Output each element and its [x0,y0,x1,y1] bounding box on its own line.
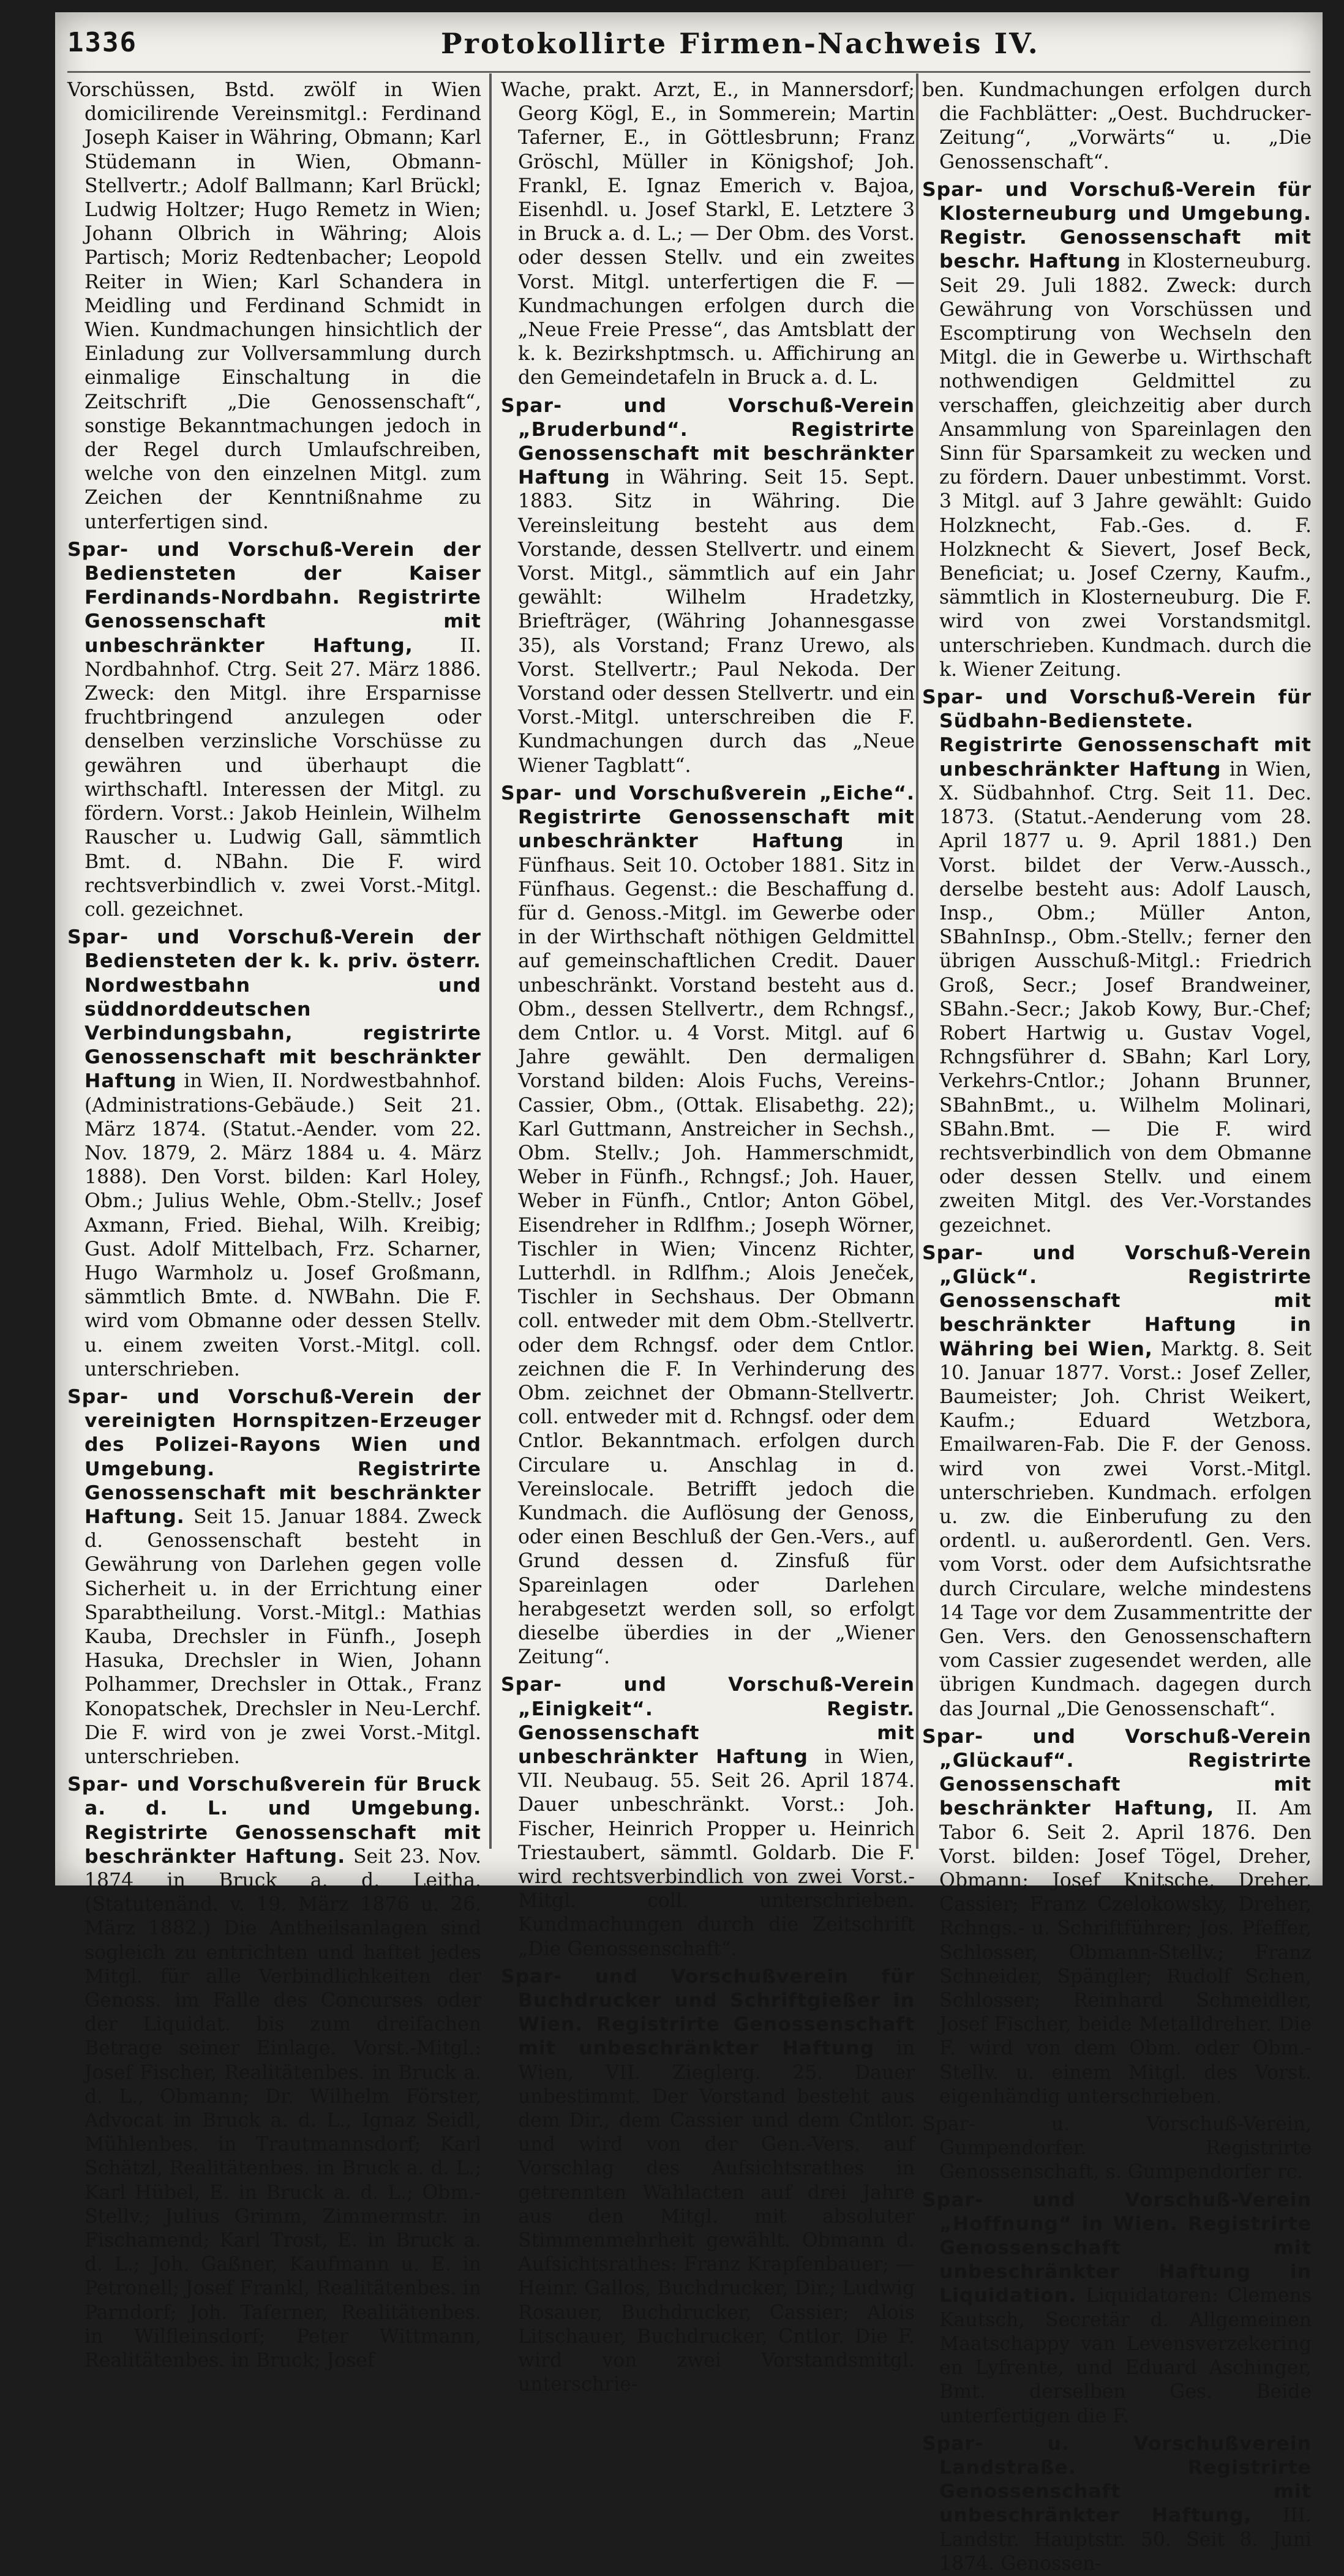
entry [922,78,1312,174]
entry-body: Marktg. 8. Seit 10. Januar 1877. Vorst.: Josef Zeller, Baumeister; Joh. Christ Weikert, Kaufm.; Eduard Wetzbora, Emailwaren-Fab. Die F. der Genoss. wird von zwei Vorst.-Mitgl. unterschrieben. Kundmach. erfolgen u. zw. die Einberufung zu den ordentl. u. außerordentl. Gen. Vers. vom Vorst. oder dem Aufsichtsrathe durch Circulare, welche mindestens 14 Tage vor dem Zusammentritte der Gen. Vers. den Genossenschaftern vom Cassier zugesendet werden, alle übrigen Kundmach. dagegen durch das Journal „Die Genossenschaft“. [939,1338,1312,1720]
entry [501,782,915,1670]
entry [501,78,915,391]
entry [67,538,481,922]
running-head: Protokollirte Firmen-Nachweis IV. [441,27,1040,60]
entry-heading: Spar- und Vorschuß-Verein der vereinigten Hornspitzen-Erzeuger des Polizei-Rayons Wien und Umgebung. Registrirte Genossenschaft mit beschränkter Haftung. [67,1385,481,1528]
entry-heading: Spar- und Vorschußverein für Buchdrucker und Schriftgießer in Wien. Registrirte Genossenschaft mit unbeschränkter Haftung [501,1965,915,2060]
entry-heading: Spar- u. Vorschußverein Landstraße. Registrirte Genossenschaft mit unbeschränkter Haftung, [922,2432,1312,2527]
entry-body: ben. Kundmachungen erfolgen durch die Fachblätter: „Oest. Buchdrucker-Zeitung“, „Vorwärts“ u. „Die Genossenschaft“. [922,79,1312,173]
entry-body: in Wien, VII. Zieglerg. 25. Dauer unbestimmt. Der Vorstand besteht aus dem Dir., dem Cassier und dem Cntlor. und wird von der Gen.-Vers. auf Vorschlag des Aufsichtsrathes in getrennten Wahlacten auf drei Jahre aus den Mitgl. mit absoluter Stimmenmehrheit gewählt. Obmann d. Aufsichtsrathes: Franz Krapfenbauer; — Heinr. Gallos, Buchdrucker, Dir.; Ludwig Rosauer, Buchdrucker, Cassier; Alois Litschauer, Buchdrucker, Cntlor. Die F. wird von zwei Vorstandsmitgl. unterschrie- [518,2037,915,2396]
entry-heading: Spar- und Vorschußverein „Eiche“. Registrirte Genossenschaft mit unbeschränkter Haftung [501,782,915,853]
entry-body: Spar- u. Vorschuß-Verein, Gumpendorfer. Registrirte Genossenschaft, s. Gumpendorfer rc. [922,2113,1312,2184]
column-rule [489,73,492,1849]
entry-body: in Klosterneuburg. Seit 29. Juli 1882. Zweck: durch Gewährung von Vorschüssen und Escomptirung von Wechseln den Mitgl. die in Gewerbe u. Wirthschaft nothwendigen Geldmittel zu verschaffen, gleichzeitig aber durch Ansammlung von Spareinlagen den Sinn für Sparsamkeit zu wecken und zu fördern. Dauer unbestimmt. Vorst. 3 Mitgl. auf 3 Jahre gewählt: Guido Holzknecht, Fab.-Ges. d. F. Holzknecht & Sievert, Josef Beck, Beneficiat; u. Josef Czerny, Kaufm., sämmtlich in Klosterneuburg. Die F. wird von zwei Vorstandsmitgl. unterschrieben. Kundmach. durch die k. Wiener Zeitung. [939,250,1312,681]
entry [501,1965,915,2397]
text-column-3 [922,78,1312,2575]
entry-heading: Spar- und Vorschuß-Verein „Einigkeit“. Registr. Genossenschaft mit unbeschränkter Haftung [501,1674,915,1769]
entry-body: II. Nordbahnhof. Ctrg. Seit 27. März 1886. Zweck: den Mitgl. ihre Ersparnisse fruchtbringend anzulegen oder denselben verzinsliche Vorschüsse zu gewähren und überhaupt die wirthschaftl. Interessen der Mitgl. zu fördern. Vorst.: Jakob Heinlein, Wilhelm Rauscher u. Ludwig Gall, sämmtlich Bmt. d. NBahn. Die F. wird rechtsverbindlich v. zwei Vorst.-Mitgl. coll. gezeichnet. [84,634,481,921]
entry-heading: Spar- und Vorschußverein für Bruck a. d. L. und Umgebung. Registrirte Genossenschaft mit beschränkter Haftung. [67,1773,481,1868]
entry [67,78,481,534]
entry-body: Seit 15. Januar 1884. Zweck d. Genossenschaft besteht in Gewährung von Darlehen gegen volle Sicherheit u. in der Errichtung einer Sparabtheilung. Vorst.-Mitgl.: Mathias Kauba, Drechsler in Fünfh., Joseph Hasuka, Drechsler in Wien, Johann Polhammer, Drechsler in Ottak., Franz Konopatschek, Drechsler in Neu-Lerchf. Die F. wird von je zwei Vorst.-Mitgl. unterschrieben. [84,1505,481,1769]
entry [501,1673,915,1961]
entry-heading: Spar- und Vorschuß-Verein „Glückauf“. Registrirte Genossenschaft mit beschränkter Haftung, [922,1725,1312,1820]
entry-body: Vorschüssen, Bstd. zwölf in Wien domicilirende Vereinsmitgl.: Ferdinand Joseph Kaiser in Währing, Obmann; Karl Stüdemann in Wien, Obmann-Stellvertr.; Adolf Ballmann; Karl Brückl; Ludwig Holtzer; Hugo Remetz in Wien; Johann Olbrich in Währing; Alois Partisch; Moriz Redtenbacher; Leopold Reiter in Wien; Karl Schandera in Meidling und Ferdinand Schmidt in Wien. Kundmachungen hinsichtlich der Einladung zur Vollversammlung durch einmalige Einschaltung in die Zeitschrift „Die Genossenschaft“, sonstige Bekanntmachungen jedoch in der Regel durch Umlaufschreiben, welche von den einzelnen Mitgl. zum Zeichen der Kenntnißnahme zu unterfertigen sind. [67,79,481,533]
column-rule [916,73,918,1849]
entry-heading: Spar- und Vorschuß-Verein „Glück“. Registrirte Genossenschaft mit beschränkter Haftung in Währing bei Wien, [922,1241,1312,1360]
entry-heading: Spar- und Vorschuß-Verein der Bediensteten der k. k. priv. österr. Nordwestbahn und süddnorddeutschen Verbindungsbahn, registrirte Genossenschaft mit beschränkter Haftung [67,926,481,1093]
header-rule [67,71,1310,73]
entry-heading: Spar- und Vorschuß-Verein „Bruderbund“. Registrirte Genossenschaft mit beschränkter Haftung [501,394,915,489]
entry [922,1241,1312,1721]
entry [67,926,481,1382]
entry-heading: Spar- und Vorschuß-Verein für Südbahn-Bedienstete. Registrirte Genossenschaft mit unbeschränkter Haftung [922,686,1312,781]
entry [922,2188,1312,2428]
entry-body: III. Landstr. Hauptstr. 50. Seit 8. Juni 1874. Genossen- [939,2504,1312,2575]
entry-body: in Währing. Seit 15. Sept. 1883. Sitz in Währing. Die Vereinsleitung besteht aus dem Vorstande, dessen Stellvertr. und einem Vorst. Mitgl., sämmtlich auf ein Jahr gewählt: Wilhelm Hradetzky, Briefträger, (Währing Johannesgasse 35), als Vorstand; Franz Urewo, als Vorst. Stellvertr.; Paul Nekoda. Der Vorstand oder dessen Stellvertr. und ein Vorst.-Mitgl. unterschreiben die F. Kundmachungen durch das „Neue Wiener Tagblatt“. [518,466,915,777]
entry-body: in Wien, X. Südbahnhof. Ctrg. Seit 11. Dec. 1873. (Statut.-Aenderung vom 28. April 1877 u. 9. April 1881.) Den Vorst. bildet der Verw.-Aussch., derselbe besteht aus: Adolf Lausch, Insp., Obm.; Müller Anton, SBahnInsp., Obm.-Stellv.; ferner den übrigen Ausschuß-Mitgl.: Friedrich Groß, Secr.; Josef Brandweiner, SBahn.-Secr.; Jakob Kowy, Bur.-Chef; Robert Hartwig u. Gustav Vogel, Rchngsführer d. SBahn; Karl Lory, Verkehrs-Cntlor.; Johann Brunner, SBahnBmt., u. Wilhelm Molinari, SBahn.Bmt. — Die F. wird rechtsverbindlich von dem Obmanne oder dessen Stellv. und einem zweiten Mitgl. des Ver.-Vorstandes gezeichnet. [939,758,1312,1237]
entry [501,394,915,778]
entry-body: Liquidatoren: Clemens Kautsch, Secretär d. Allgemeinen Maatschappy van Levensverzekering en Lyfrente, und Eduard Aschinger, Bmt. derselben Ges. Beide unterfertigen die F. [939,2285,1312,2427]
entry-body: in Wien, II. Nordwestbahnhof. (Administrations-Gebäude.) Seit 21. März 1874. (Statut.-Aender. vom 22. Nov. 1879, 2. März 1884 u. 4. März 1888). Den Vorst. bilden: Karl Holey, Obm.; Julius Wehle, Obm.-Stellv.; Josef Axmann, Fried. Biehal, Wilh. Kreibig; Gust. Adolf Mittelbach, Frz. Scharner, Hugo Warmholz u. Josef Großmann, sämmtlich Bmte. d. NWBahn. Die F. wird vom Obmanne oder dessen Stellv. u. einem zweiten Vorst.-Mitgl. coll. unterschrieben. [84,1070,481,1380]
entry-body: II. Am Tabor 6. Seit 2. April 1876. Den Vorst. bilden: Josef Tögel, Dreher, Obmann; Josef Knitsche, Dreher, Cassier; Franz Czelokowsky, Dreher, Rchngs.- u. Schriftführer; Jos. Pfeffer, Schlosser, Obmann-Stellv.; Franz Schneider, Spängler; Rudolf Schen, Schlosser; Reinhard Schmeidler, Josef Fischer, beide Metalldreher. Die F. wird von dem Obm. oder Obm.-Stellv. u. einem Mitgl. des Vorst. eigenhändig unterschrieben. [939,1797,1312,2108]
entry [922,1725,1312,2109]
entry [922,2432,1312,2576]
entry [67,1385,481,1769]
entry-heading: Spar- und Vorschuß-Verein der Bediensteten der Kaiser Ferdinands-Nordbahn. Registrirte Genossenschaft mit unbeschränkter Haftung, [67,538,481,657]
entry-heading: Spar- und Vorschuß-Verein für Klosterneuburg und Umgebung. Registr. Genossenschaft mit beschr. Haftung [922,178,1312,273]
entry [922,2113,1312,2185]
entry-body: Wache, prakt. Arzt, E., in Mannersdorf; Georg Kögl, E., in Sommerein; Martin Taferner, E., in Göttlesbrunn; Franz Gröschl, Müller in Königshof; Joh. Frankl, E. Ignaz Emerich v. Bajoa, Eisenhdl. u. Josef Starkl, E. Letztere 3 in Bruck a. d. L.; — Der Obm. des Vorst. oder dessen Stellv. und ein zweites Vorst. Mitgl. unterfertigen die F. — Kundmachungen erfolgen durch die „Neue Freie Presse“, das Amtsblatt der k. k. Bezirkshptmsch. u. Affichirung an den Gemeindetafeln in Bruck a. d. L. [501,79,915,389]
page-number: 1336 [67,27,137,58]
entry-body: Seit 23. Nov. 1874 in Bruck a. d. Leitha. (Statutenänd. v. 19. März 1876 u. 26. März 1882.) Die Antheilsanlagen sind sogleich zu entrichten und haftet jedes Mitgl. für alle Verbindlichkeiten der Genoss. im Falle des Concurses oder der Liquidat. bis zum dreifachen Betrage seiner Einlage. Vorst.-Mitgl.: Josef Fischer, Realitätenbes. in Bruck a. d. L., Obmann; Dr. Wilhelm Förster, Advocat in Bruck a. d. L., Ignaz Seidl, Mühlenbes. in Trautmannsdorf; Karl Schätzl, Realitätenbes. in Bruck a. d. L.; Karl Hübel, E. in Bruck a. d. L.; Obm.-Stellv.; Julius Grimm, Zimmermstr. in Fischamend; Karl Trost, E. in Bruck a. d. L.; Joh. Gaßner, Kaufmann u. E. in Petronell; Josef Frankl, Realitätenbes. in Parndorf; Joh. Taferner, Realitätenbes. in Wilfleinsdorf; Peter Wittmann, Realitätenbes. in Bruck; Josef [84,1845,481,2372]
page-header [67,27,1255,76]
entry [922,178,1312,682]
text-column-2 [501,78,915,2396]
entry-body: in Wien, VII. Neubaug. 55. Seit 26. April 1874. Dauer unbeschränkt. Vorst.: Joh. Fischer, Heinrich Propper u. Heinrich Triestaubert, sämmtl. Goldarb. Die F. wird rechtsverbindlich von zwei Vorst.-Mitgl. coll. unterschrieben. Kundmachungen durch die Zeitschrift „Die Genossenschaft“. [518,1746,915,1960]
entry-heading: Spar- und Vorschuß-Verein „Hoffnung“ in Wien. Registrirte Genossenschaft mit unbeschränkter Haftung in Liquidation. [922,2188,1312,2307]
entry [67,1773,481,2373]
entry-body: in Fünfhaus. Seit 10. October 1881. Sitz in Fünfhaus. Gegenst.: die Beschaffung d. für d. Genoss.-Mitgl. im Gewerbe oder in der Wirthschaft nöthigen Geldmittel auf gemeinschaftlichen Credit. Dauer unbeschränkt. Vorstand besteht aus d. Obm., dessen Stellvertr., dem Rchngsf., dem Cntlor. u. 4 Vorst. Mitgl. auf 6 Jahre gewählt. Den dermaligen Vorstand bilden: Alois Fuchs, Vereins-Cassier, Obm., (Ottak. Elisabethg. 22); Karl Guttmann, Anstreicher in Sechsh., Obm. Stellv.; Joh. Hammerschmidt, Weber in Fünfh., Rchngsf.; Joh. Hauer, Weber in Fünfh., Cntlor; Anton Göbel, Eisendreher in Rdlfhm.; Joseph Wörner, Tischler in Wien; Vincenz Richter, Lutterhdl. in Rdlfhm.; Alois Jeneček, Tischler in Sechshaus. Der Obmann coll. entweder mit dem Obm.-Stellvertr. oder dem Rchngsf. oder dem Cntlor. zeichnen die F. In Verhinderung des Obm. zeichnet der Obmann-Stellvertr. coll. entweder mit d. Rchngsf. oder dem Cntlor. Bekanntmach. erfolgen durch Circulare u. Anschlag in d. Vereinslocale. Betrifft jedoch die Kundmach. die Auflösung der Genoss, oder einen Beschluß der Gen.-Vers., auf Grund dessen d. Zinsfuß für Spareinlagen oder Darlehen herabgesetzt werden soll, so erfolgt dieselbe überdies in der „Wiener Zeitung“. [518,830,915,1669]
entry [922,686,1312,1238]
text-column-1 [67,78,481,2372]
